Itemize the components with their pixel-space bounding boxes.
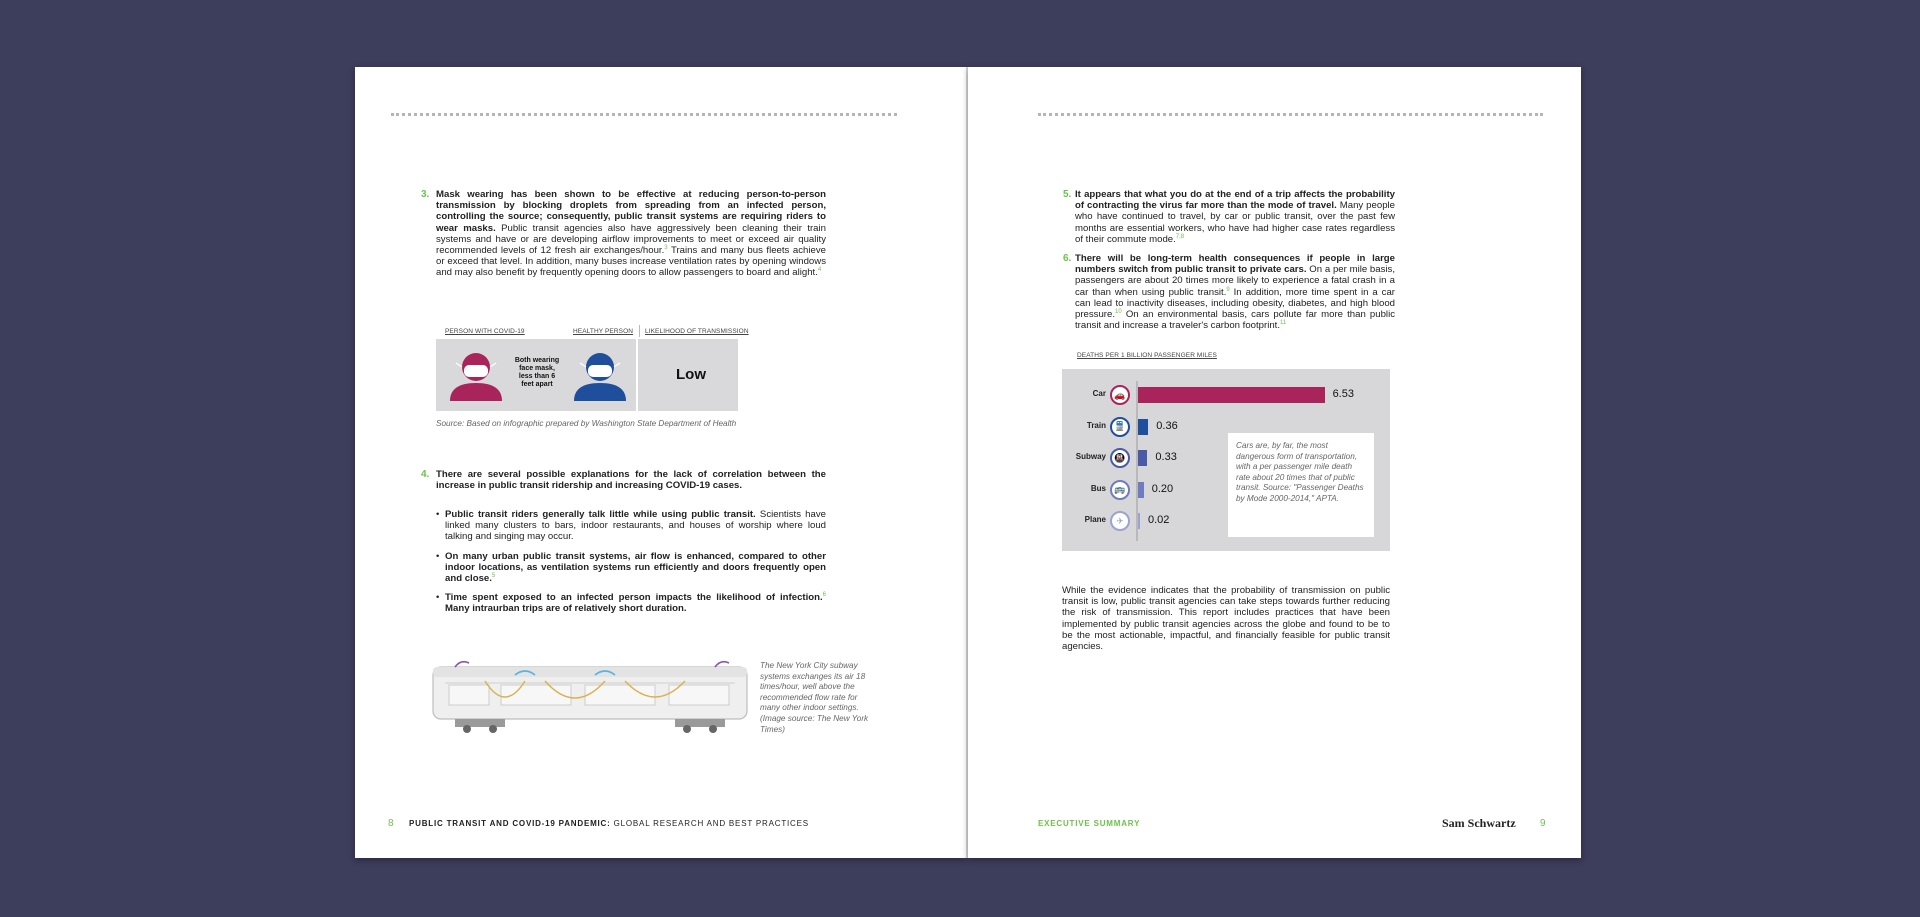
bullet-exposure-bold: Time spent exposed to an infected person impacts the likelihood of infection. (445, 592, 823, 603)
bullet-airflow-bold: On many urban public transit systems, air flow is enhanced, compared to other indoor locations, as ventilation systems run efficiently and doors frequently open and close. (445, 551, 826, 585)
footnote-9: 9 (1226, 286, 1230, 293)
chart-category-car: Car (1092, 389, 1106, 398)
item-6-number: 6. (1063, 253, 1072, 264)
item-6-bold: There will be long-term health consequences if people in large numbers switch from public transit to private cars. (1075, 253, 1395, 276)
chart-value-car: 6.53 (1332, 388, 1354, 400)
chart-bar-subway (1138, 450, 1147, 466)
bullet-exposure-bold-2: Many intraurban trips are of relatively short duration. (445, 603, 687, 615)
item-6-paragraph (1075, 253, 1395, 331)
bullet-exposure-time: • Time spent exposed to an infected person impacts the likelihood of infection.$^6$ Many intraurban trips are of relatively short duration. (436, 591, 826, 615)
subway-caption: The New York City subway systems exchanges its air 18 times/hour, well above the recommended flow rate for many other indoor settings. (Image source: The New York Times) (760, 661, 869, 734)
chart-value-train: 0.36 (1156, 419, 1178, 432)
item-6-text-3: On an environmental basis, cars pollute far more than public transit and increase a traveler's carbon footprint. (1075, 309, 1395, 332)
infographic-col-infected: PERSON WITH COVID-19 (445, 328, 525, 335)
right-page (968, 67, 1581, 858)
chart-value-subway: 0.33 (1155, 451, 1177, 463)
infographic-col-likelihood: LIKELIHOOD OF TRANSMISSION (645, 328, 749, 335)
chart-bar-bus (1138, 482, 1144, 498)
chart-title: DEATHS PER 1 BILLION PASSENGER MILES (1077, 352, 1217, 359)
footnote-6: 6 (822, 591, 826, 598)
healthy-person-icon (574, 353, 626, 401)
infographic-people-panel (436, 339, 636, 411)
left-page-number: 8 (388, 818, 395, 829)
item-3-text-2: Trains and many bus fleets achieve or exceed that level. In addition, many buses increase ventilation rates by opening windows and may also benefit by frequently opening doors to allow passengers to board and alight. (436, 245, 826, 279)
chart-category-bus: Bus (1090, 483, 1106, 493)
footnote-4: 4 (817, 267, 822, 274)
bullet-talking-bold: Public transit riders generally talk little while using public transit. (445, 509, 756, 520)
item-6-text-2: In addition, more time spent in a car can lead to inactivity diseases, including obesity, diabetes, and high blood pressure. (1075, 286, 1395, 321)
chart-category-plane: Plane (1084, 515, 1106, 524)
deaths-chart (1062, 369, 1390, 551)
chart-bar-train (1138, 419, 1148, 435)
footnote-5: 5 (491, 573, 496, 580)
bullet-airflow: • On many urban public transit systems, air flow is enhanced, compared to other indoor locations, as ventilation systems run efficiently and doors frequently open and close.$^5$ (436, 551, 826, 585)
footer-title-bold: PUBLIC TRANSIT AND COVID-19 PANDEMIC: (409, 819, 611, 828)
item-5-paragraph (1075, 189, 1395, 245)
chart-category-train: Train (1086, 420, 1106, 430)
item-3-bold: Mask wearing has been shown to be effective at reducing person-to-person transmission by blocking droplets from spreading from an infected person, controlling the source; consequently, public transit systems are requiring riders to wear masks. (436, 189, 826, 234)
footer-title-rest: GLOBAL RESEARCH AND BEST PRACTICES (610, 819, 809, 828)
bullet-talking: • Public transit riders generally talk little while using public transit. Scientists have linked many clusters to bars, indoor restaurants, and houses of worship where loud talking and singing may occur. (436, 509, 826, 543)
plane-icon: ✈ (1110, 511, 1130, 531)
item-6-text: On a per mile basis, passengers are about 20 times more likely to experience a fatal crash in a car than when using public transit. (1075, 264, 1395, 298)
infographic-col-healthy: HEALTHY PERSON (573, 328, 634, 335)
infographic-scenario-text: Both wearing face mask, less than 6 feet apart (514, 357, 560, 388)
item-4-number: 4. (421, 469, 430, 480)
item-3-paragraph (436, 189, 826, 279)
infographic-source: Source: Based on infographic prepared by Washington State Department of Health (436, 419, 737, 428)
subway-car-illustration (425, 653, 755, 735)
footnote-7-8: 7,8 (1175, 233, 1185, 240)
chart-annotation: Cars are, by far, the most dangerous form of transportation, with a per passenger mile death rate about 20 times that of public transit. Source: "Passenger Deaths by Mode 2000-2014," APTA. (1228, 433, 1374, 537)
item-5-text: Many people who have continued to travel, by car or public transit, over the past few months are essential workers, who have had higher case rates regardless of their commute mode. (1075, 200, 1395, 245)
chart-bar-plane (1138, 513, 1140, 529)
top-dotted-rule (1038, 113, 1543, 116)
chart-value-bus: 0.20 (1151, 482, 1174, 495)
item-4-heading: There are several possible explanations for the lack of correlation between the increase in public transit ridership and increasing COVID-19 cases. (436, 469, 826, 492)
footnote-10: 10 (1115, 308, 1122, 315)
left-page (355, 67, 966, 858)
item-5-bold: It appears that what you do at the end of a trip affects the probability of contracting the virus far more than the mode of travel. (1075, 189, 1395, 212)
transmission-likelihood-value: Low (676, 366, 706, 383)
item-5-number: 5. (1063, 189, 1072, 200)
chart-bar-car (1138, 387, 1325, 403)
footnote-11: 11 (1280, 320, 1287, 327)
section-label: EXECUTIVE SUMMARY (1038, 819, 1141, 828)
item-3-number: 3. (421, 189, 430, 200)
brand-name: Sam Schwartz (1442, 816, 1516, 830)
infected-person-icon (450, 353, 502, 401)
footnote-3: 3 (664, 244, 668, 251)
item-3-text: Public transit agencies also have aggressively been cleaning their train systems and have or are developing airflow improvements to meet or exceed air quality recommended levels of 12 fresh air exchanges/hour. (436, 222, 826, 257)
train-icon: 🚆 (1110, 417, 1130, 437)
car-icon: 🚗 (1110, 385, 1130, 405)
chart-category-subway: Subway (1075, 452, 1106, 461)
closing-paragraph: While the evidence indicates that the probability of transmission on public transit is low, public transit agencies can take steps towards further reducing the risk of transmission. This report includes practices that have been implemented by public transit agencies across the globe and found to be to be the most actionable, impactful, and financially feasible for public transit agencies. (1062, 585, 1390, 653)
left-footer-title (409, 819, 809, 828)
bullet-talking-text: Scientists have linked many clusters to bars, indoor restaurants, and houses of worship where loud talking and singing may occur. (445, 509, 826, 543)
right-page-number: 9 (1540, 818, 1547, 829)
bus-icon: 🚌 (1110, 480, 1130, 500)
top-dotted-rule (391, 113, 897, 116)
chart-value-plane: 0.02 (1148, 514, 1170, 526)
subway-icon: 🚇 (1110, 448, 1130, 468)
infographic-result-panel (638, 339, 738, 411)
